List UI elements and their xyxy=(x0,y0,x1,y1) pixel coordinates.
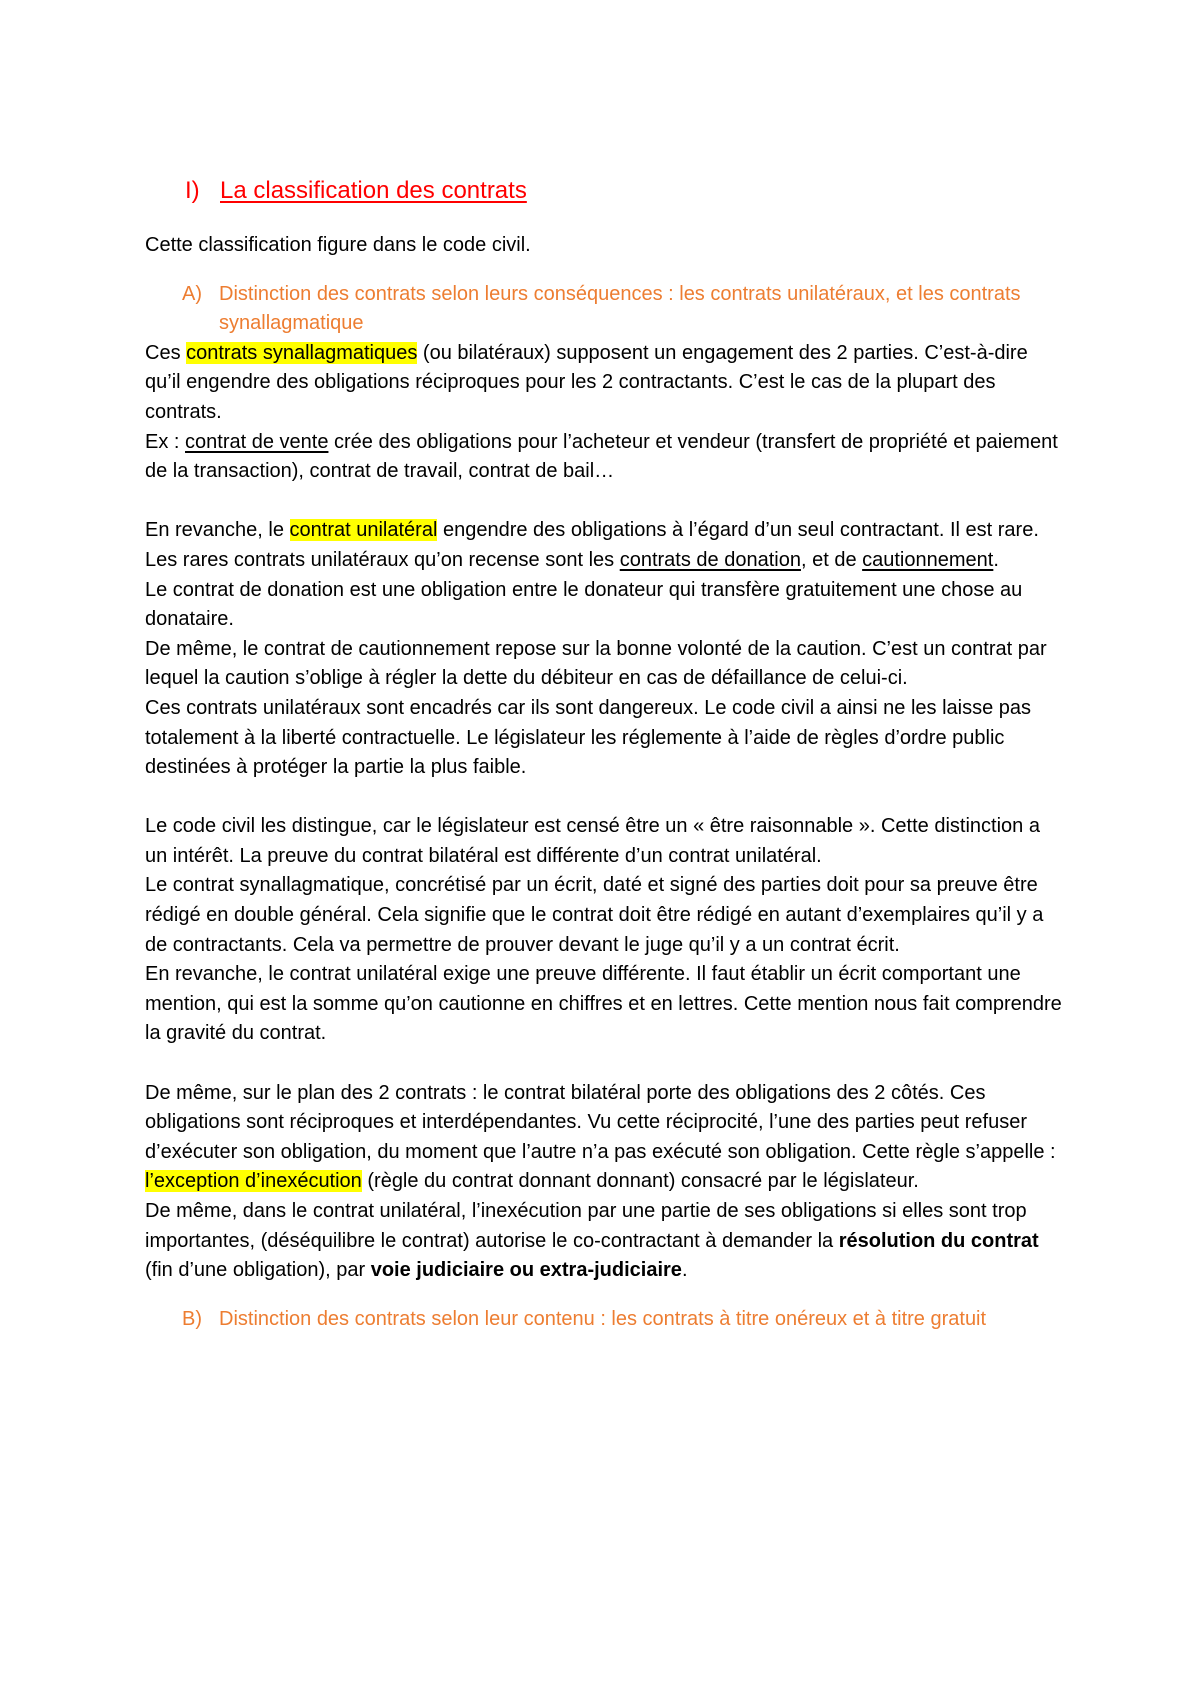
intro-paragraph: Cette classification figure dans le code civil. xyxy=(145,234,531,256)
subsection-heading-a xyxy=(145,280,1065,339)
spacer xyxy=(145,487,1065,517)
subsection-number: B) xyxy=(182,1307,202,1330)
highlighted-term: contrat unilatéral xyxy=(289,519,438,542)
subsection-title: Distinction des contrats selon leurs conséquences : les contrats unilatéraux, et les contrats synallagmatique xyxy=(219,282,1021,335)
text-run: De même, sur le plan des 2 contrats : le contrat bilatéral porte des obligations des 2 côtés. Ces obligations sont réciproques et interdépendantes. Vu cette réciprocité, l’une des parties peut refuser d’exécuter son obligation, du moment que l’autre n’a pas exécuté son obligation. Cette règle s’appelle : xyxy=(145,1081,1056,1163)
bold-term: voie judiciaire ou extra-judiciaire xyxy=(370,1259,682,1282)
text-run: De même, dans le contrat unilatéral, l’inexécution par une partie de ses obligations si elles sont trop importantes, (déséquilibre le contrat) autorise le co-contractant à demander la xyxy=(145,1200,1027,1252)
paragraph-donation: Le contrat de donation est une obligation entre le donateur qui transfère gratuitement une chose au donataire. xyxy=(145,578,1023,631)
paragraph-preuve-unilateral: En revanche, le contrat unilatéral exige une preuve différente. Il faut établir un écrit comportant une mention, qui est la somme qu’on cautionne en chiffres et en lettres. Cette mention nous fait comprendre la gravité du contrat. xyxy=(145,963,1062,1045)
subsection-number: A) xyxy=(182,282,202,305)
spacer xyxy=(145,1049,1065,1079)
text-run: . xyxy=(993,548,999,571)
subsection-title: Distinction des contrats selon leur contenu : les contrats à titre onéreux et à titre gratuit xyxy=(219,1307,987,1330)
paragraph-cautionnement: De même, le contrat de cautionnement repose sur la bonne volonté de la caution. C’est un contrat par lequel la caution s’oblige à régler la dette du débiteur en cas de défaillance de celui-ci. xyxy=(145,637,1047,690)
section-heading-1 xyxy=(185,175,1065,207)
paragraph-distinction: Le code civil les distingue, car le législateur est censé être un « être raisonnable ». Cette distinction a un intérêt. La preuve du contrat bilatéral est différente d’un contrat unilatéral. xyxy=(145,815,1040,867)
paragraph-unilateral-danger: Ces contrats unilatéraux sont encadrés car ils sont dangereux. Le code civil a ainsi ne les laisse pas totalement à la liberté contractuelle. Le législateur les réglemente à l’aide de règles d’ordre public destinées à protéger la partie la plus faible. xyxy=(145,696,1032,779)
spacer xyxy=(145,261,1065,280)
spacer xyxy=(145,1286,1065,1305)
spacer xyxy=(145,783,1065,813)
section-number: I) xyxy=(185,177,200,204)
subsection-heading-b xyxy=(145,1305,1065,1335)
document-body xyxy=(145,175,1065,1334)
paragraph-reciprocite xyxy=(145,1079,1065,1197)
text-run: En revanche, le xyxy=(145,519,290,542)
text-run: . xyxy=(681,1259,688,1282)
section-title: La classification des contrats xyxy=(220,177,527,204)
text-run: (ou bilatéraux) supposent un engagement des 2 parties. C’est-à-dire qu’il engendre des obligations réciproques pour les 2 contractants. C’est le cas de la plupart des contrats. xyxy=(145,341,1028,423)
bold-term: résolution du contrat xyxy=(838,1229,1039,1252)
paragraph-unilateral xyxy=(145,516,1065,575)
text-run: (règle du contrat donnant donnant) consacré par le législateur. xyxy=(361,1170,919,1193)
text-run: engendre des obligations à l’égard d’un seul contractant. Il est rare. Les rares contrats unilatéraux qu’on recense sont les xyxy=(145,519,1039,571)
paragraph-example xyxy=(145,428,1065,487)
text-run: (fin d’une obligation), par xyxy=(145,1259,371,1282)
text-run: crée des obligations pour l’acheteur et vendeur (transfert de propriété et paiement de la transaction), contrat de travail, contrat de bail… xyxy=(145,430,1058,483)
underlined-term: contrat de vente xyxy=(185,430,329,453)
highlighted-term: l’exception d’inexécution xyxy=(145,1170,362,1193)
underlined-term: cautionnement xyxy=(862,548,994,571)
paragraph-preuve-synallagmatique: Le contrat synallagmatique, concrétisé par un écrit, daté et signé des parties doit pour sa preuve être rédigé en double général. Cela signifie que le contrat doit être rédigé en autant d’exemplaires qu’il y a de contractants. Cela va permettre de prouver devant le juge qu’il y a un contrat écrit. xyxy=(145,874,1044,956)
paragraph-inexecution xyxy=(145,1197,1065,1286)
text-run: , et de xyxy=(800,548,863,571)
text-run: Ex : xyxy=(145,430,186,453)
text-run: Ces xyxy=(145,341,187,364)
underlined-term: contrats de donation xyxy=(619,548,801,571)
paragraph-synallagmatique xyxy=(145,339,1065,428)
highlighted-term: contrats synallagmatiques xyxy=(186,341,418,364)
